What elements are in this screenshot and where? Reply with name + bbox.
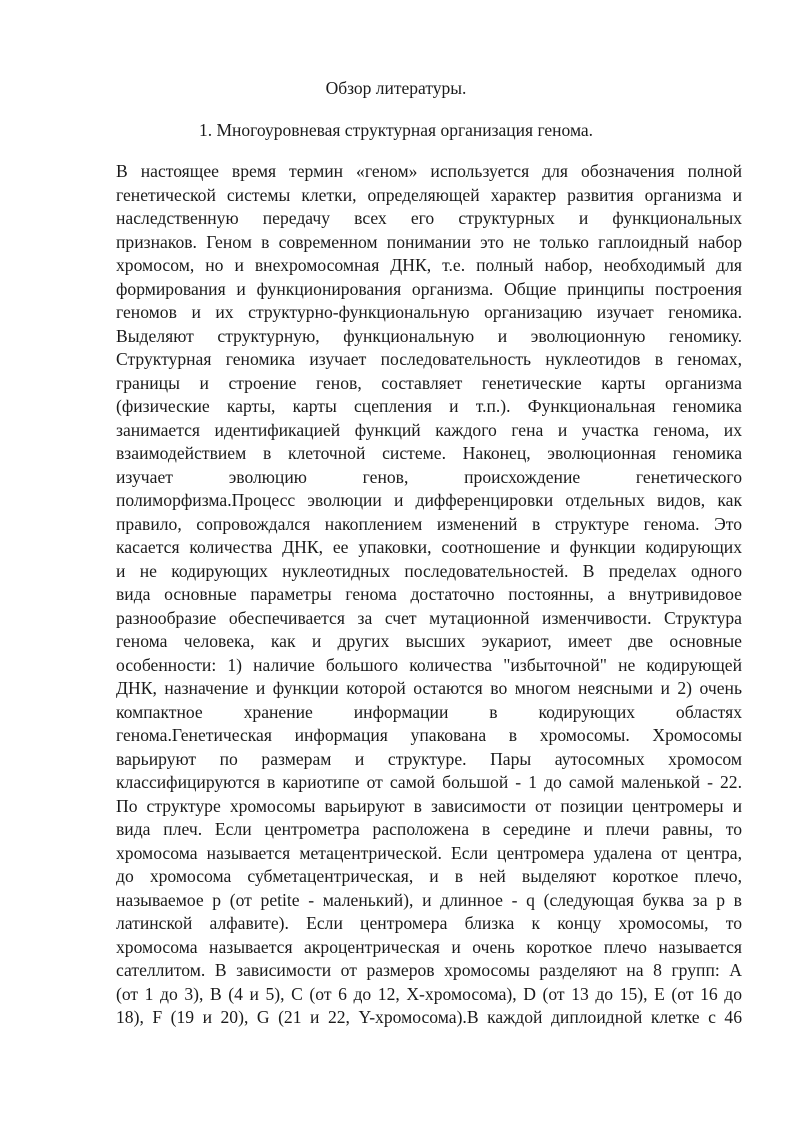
section-heading: 1. Многоуровневая структурная организация генома. bbox=[198, 120, 594, 140]
text-line: В настоящее время термин «геном» используется для обозначения полной bbox=[116, 161, 742, 181]
text-line: разнообразие обеспечивается за счет мутационной изменчивости. Структура bbox=[116, 607, 742, 628]
text-line: особенности: 1) наличие большого количества "избыточной" не кодирующей bbox=[116, 654, 742, 675]
text-line: (от 1 до 3), B (4 и 5), C (от 6 до 12, X-хромосома), D (от 13 до 15), E (от 16 до bbox=[116, 983, 742, 1004]
text-line: классифицируются в кариотипе от самой большой - 1 до самой маленькой - 22. bbox=[116, 772, 742, 792]
text-line: вида основные параметры генома достаточно постоянны, а внутривидовое bbox=[116, 584, 742, 604]
text-line: генома человека, как и других высших эукариот, имеет две основные bbox=[116, 631, 742, 651]
text-line: Структурная геномика изучает последовательность нуклеотидов в геномах, bbox=[116, 349, 742, 369]
text-line: полиморфизма.Процесс эволюции и дифференцировки отдельных видов, как bbox=[116, 490, 742, 510]
text-line: изучает эволюцию генов, происхождение генетического bbox=[116, 466, 742, 487]
text-line: наследственную передачу всех его структурных и функциональных bbox=[116, 208, 742, 228]
text-line: ДНК, назначение и функции которой остаются во многом неясными и 2) очень bbox=[116, 678, 742, 698]
text-line: занимается идентификацией функций каждого гена и участка генома, их bbox=[116, 419, 742, 440]
document-title: Обзор литературы. bbox=[325, 78, 467, 98]
text-line: хромосома называется метацентрической. Если центромера удалена от центра, bbox=[116, 842, 742, 863]
body-text bbox=[116, 160, 742, 1030]
text-line: (физические карты, карты сцепления и т.п.). Функциональная геномика bbox=[116, 396, 742, 416]
text-line: до хромосома субметацентрическая, и в ней выделяют короткое плечо, bbox=[116, 866, 742, 886]
text-line: касается количества ДНК, ее упаковки, соотношение и функции кодирующих bbox=[116, 537, 742, 557]
text-line: границы и строение генов, составляет генетические карты организма bbox=[116, 372, 742, 393]
text-line: взаимодействием в клеточной системе. Наконец, эволюционная геномика bbox=[116, 443, 742, 463]
text-line: формирования и функционирования организма. Общие принципы построения bbox=[116, 278, 742, 299]
text-line: геномов и их структурно-функциональную организацию изучает геномика. bbox=[116, 302, 742, 322]
text-line: латинской алфавите). Если центромера близка к концу хромосомы, то bbox=[116, 913, 742, 933]
text-line: вида плеч. Если центрометра расположена в середине и плечи равны, то bbox=[116, 819, 742, 839]
text-line: называемое p (от petite - маленький), и длинное - q (следующая буква за p в bbox=[116, 889, 742, 910]
text-line: генома.Генетическая информация упакована в хромосомы. Хромосомы bbox=[116, 725, 742, 745]
text-line: варьируют по размерам и структуре. Пары аутосомных хромосом bbox=[116, 748, 742, 769]
text-line: 18), F (19 и 20), G (21 и 22, Y-хромосома).В каждой диплоидной клетке с 46 bbox=[116, 1007, 742, 1027]
text-line: Выделяют структурную, функциональную и эволюционную геномику. bbox=[116, 325, 742, 346]
text-line: генетической системы клетки, определяющей характер развития организма и bbox=[116, 184, 742, 205]
text-line: сателлитом. В зависимости от размеров хромосомы разделяют на 8 групп: A bbox=[116, 960, 742, 980]
text-line: По структуре хромосомы варьируют в зависимости от позиции центромеры и bbox=[116, 795, 742, 816]
text-line: хромосом, но и внехромосомная ДНК, т.е. полный набор, необходимый для bbox=[116, 255, 742, 275]
text-line: правило, сопровождался накоплением изменений в структуре генома. Это bbox=[116, 513, 742, 534]
text-line: компактное хранение информации в кодирующих областях bbox=[116, 701, 742, 722]
text-line: и не кодирующих нуклеотидных последовательностей. В пределах одного bbox=[116, 560, 742, 581]
text-line: признаков. Геном в современном понимании это не только гаплоидный набор bbox=[116, 231, 742, 252]
text-line: хромосома называется акроцентрическая и очень короткое плечо называется bbox=[116, 936, 742, 957]
